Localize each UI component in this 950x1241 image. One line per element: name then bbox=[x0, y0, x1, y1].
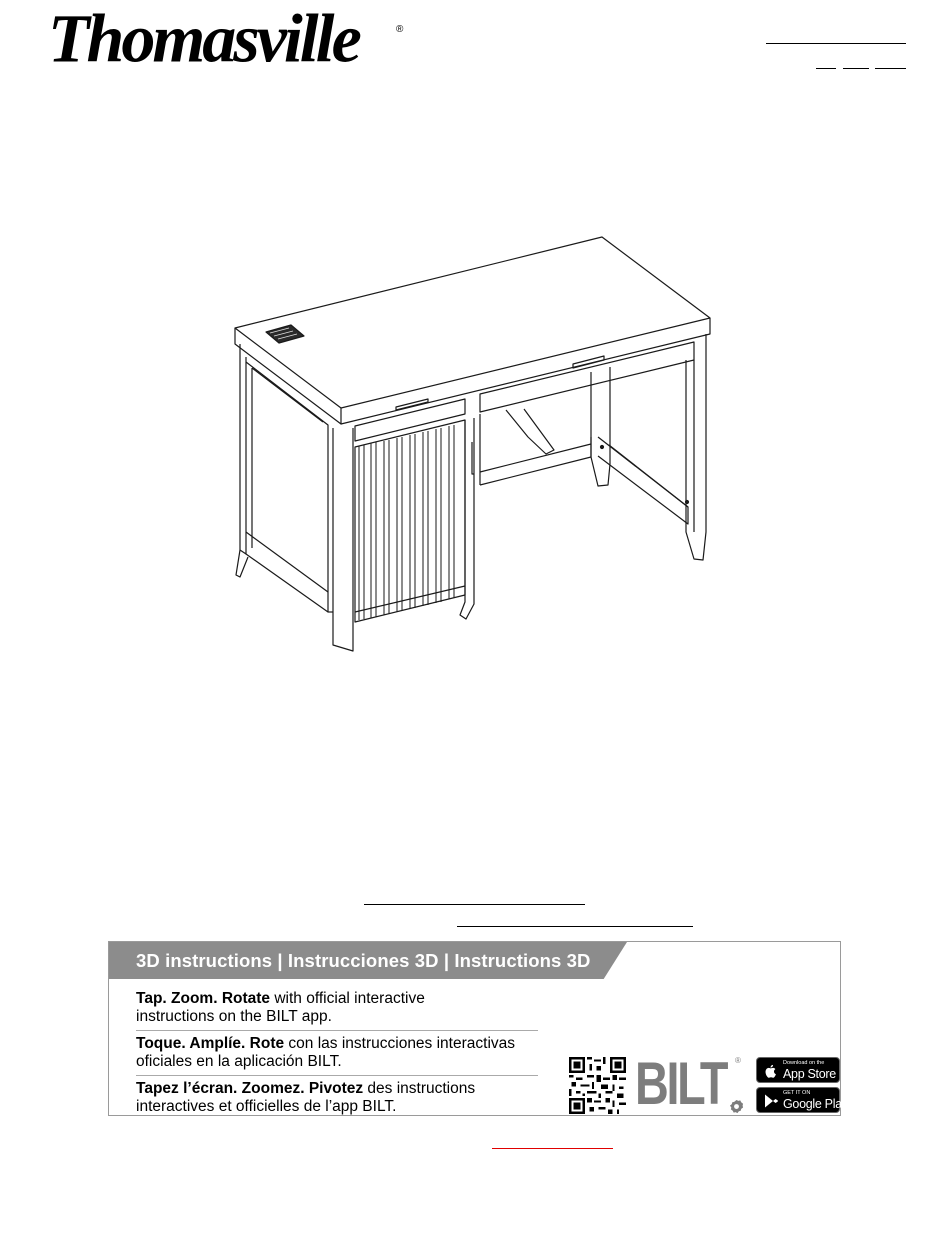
bilt-spanish-bold: Toque. Amplíe. Rote bbox=[136, 1035, 285, 1052]
fill-line-center-1 bbox=[364, 904, 585, 905]
bilt-english-rest: with official interactive bbox=[270, 990, 425, 1007]
fill-line-date-1 bbox=[816, 68, 836, 69]
google-play-button[interactable] bbox=[756, 1087, 848, 1113]
apple-icon bbox=[763, 1063, 779, 1079]
app-store-small-text: Download on the bbox=[783, 1060, 825, 1066]
desk-illustration bbox=[228, 232, 718, 654]
fill-line-date-2 bbox=[843, 68, 869, 69]
bilt-registered-mark: ® bbox=[735, 1056, 741, 1065]
bilt-header-text: 3D instructions | Instrucciones 3D | Instructions 3D bbox=[136, 950, 591, 971]
bilt-spanish-rest: con las instrucciones interactivas bbox=[284, 1035, 516, 1052]
fill-line-date-3 bbox=[875, 68, 906, 69]
bilt-french-line2: interactives et officielles de l’app BILT. bbox=[136, 1098, 397, 1115]
bilt-spanish-line1 bbox=[136, 1035, 515, 1053]
google-play-big-text: Google Play bbox=[783, 1097, 848, 1111]
bilt-french-bold: Tapez l’écran. Zoomez. Pivotez bbox=[136, 1080, 364, 1097]
bilt-french-line1 bbox=[136, 1080, 475, 1098]
fill-line-model bbox=[766, 43, 906, 44]
qr-code-icon[interactable] bbox=[569, 1057, 626, 1114]
brand-logo: Thomasville bbox=[48, 0, 359, 77]
bilt-spanish-line2: oficiales en la aplicación BILT. bbox=[136, 1053, 342, 1070]
gear-icon bbox=[729, 1099, 744, 1114]
fill-line-center-2 bbox=[457, 926, 693, 927]
bilt-english-line2: instructions on the BILT app. bbox=[136, 1008, 332, 1025]
app-store-big-text: App Store bbox=[783, 1067, 836, 1081]
app-store-button[interactable] bbox=[756, 1057, 840, 1083]
bilt-english-bold: Tap. Zoom. Rotate bbox=[136, 990, 271, 1007]
bilt-english-line1 bbox=[136, 990, 425, 1008]
bilt-3d-instructions-panel bbox=[108, 941, 848, 1117]
link-underline[interactable] bbox=[492, 1148, 613, 1149]
bilt-separator-1 bbox=[136, 1030, 538, 1031]
bilt-french-rest: des instructions bbox=[363, 1080, 476, 1097]
bilt-logo: BILT bbox=[635, 1050, 727, 1117]
google-play-icon bbox=[763, 1093, 779, 1109]
bilt-separator-2 bbox=[136, 1075, 538, 1076]
google-play-small-text: GET IT ON bbox=[783, 1090, 811, 1096]
brand-registered-mark: ® bbox=[396, 24, 404, 35]
